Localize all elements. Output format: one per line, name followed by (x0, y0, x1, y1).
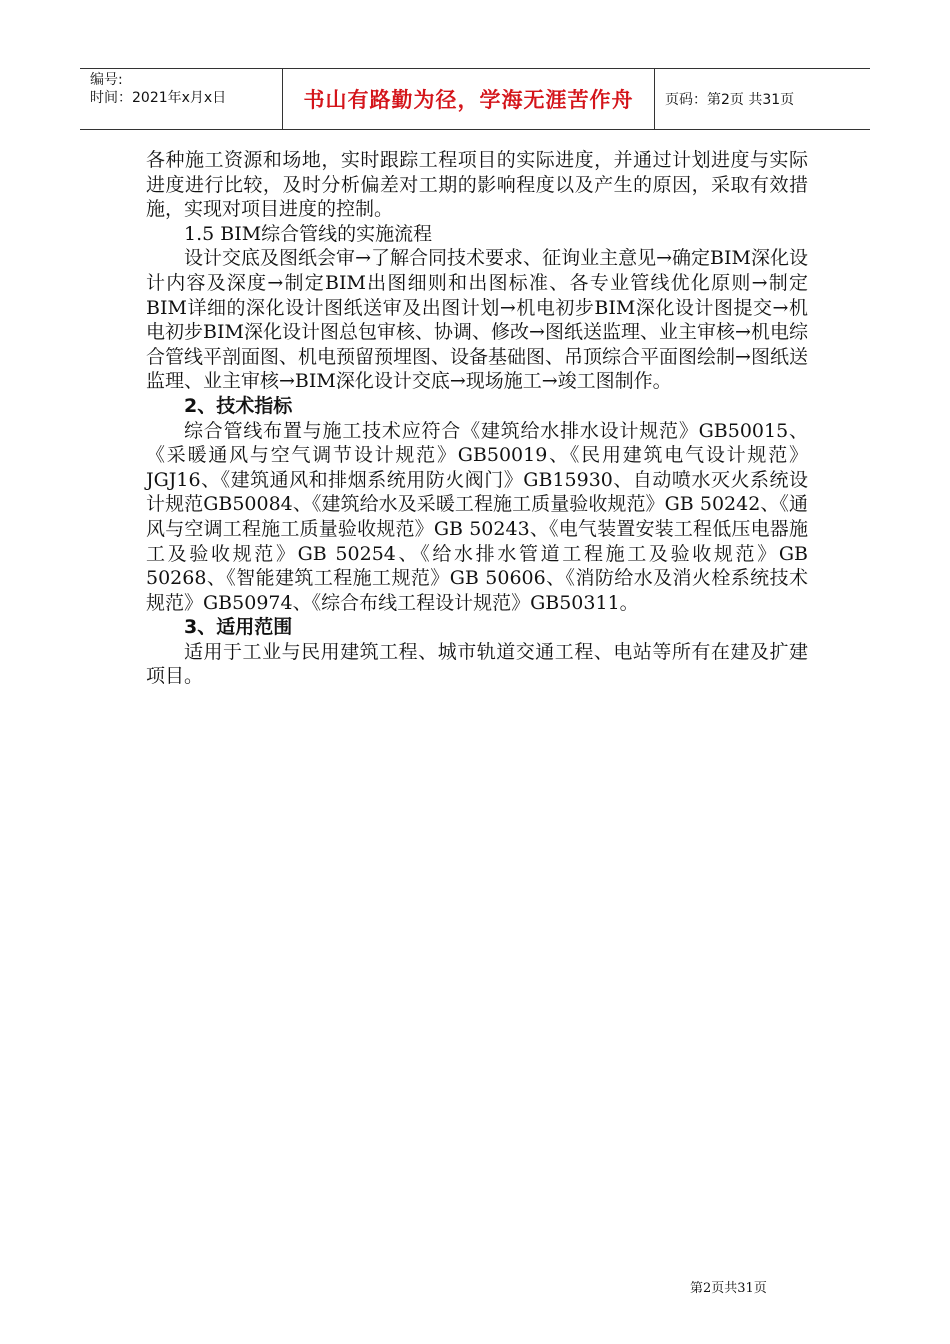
page-footer: 第2页共31页 (690, 1281, 767, 1296)
document-number: 编号: (90, 72, 123, 88)
heading-scope: 3、适用范围 (184, 616, 293, 639)
header-page-number: 页码：第2页 共31页 (665, 92, 795, 108)
document-date: 时间：2021年x月x日 (90, 90, 227, 106)
page-header (80, 68, 870, 130)
document-body (146, 148, 808, 689)
header-meta (80, 69, 282, 129)
heading-technical-indicators: 2、技术指标 (184, 394, 293, 417)
paragraph-bim-process: 设计交底及图纸会审→了解合同技术要求、征询业主意见→确定BIM深化设计内容及深度→制定BIM出图细则和出图标准、各专业管线优化原则→制定BIM详细的深化设计图纸送审及出图计划→机电初步BIM深化设计图提交→机电初步BIM深化设计图总包审核、协调、修改→图纸送监理、业主审核→机电综合管线平剖面图、机电预留预埋图、设备基础图、吊顶综合平面图绘制→图纸送监理、业主审核→BIM深化设计交底→现场施工→竣工图制作。 (146, 247, 808, 393)
heading-bim-process: 1.5 BIM综合管线的实施流程 (184, 222, 433, 245)
header-motto: 书山有路勤为径，学海无涯苦作舟 (282, 69, 655, 129)
paragraph-progress-control: 各种施工资源和场地，实时跟踪工程项目的实际进度，并通过计划进度与实际进度进行比较，及时分析偏差对工期的影响程度以及产生的原因，采取有效措施，实现对项目进度的控制。 (146, 149, 808, 221)
paragraph-technical-indicators: 综合管线布置与施工技术应符合《建筑给水排水设计规范》GB50015、《采暖通风与空气调节设计规范》GB50019、《民用建筑电气设计规范》 JGJ16、《建筑通风和排烟系统用防火阀门》GB15930、自动喷水灭火系统设计规范GB50084、《建筑给水及采暖工程施工质量验收规范》GB 50242、《通风与空调工程施工质量验收规范》GB 50243、《电气装置安装工程低压电器施工及验收规范》GB 50254、《给水排水管道工程施工及验收规范》GB 50268、《智能建筑工程施工规范》GB 50606、《消防给水及消火栓系统技术规范》GB50974、《综合布线工程设计规范》GB50311。 (146, 419, 808, 614)
paragraph-scope: 适用于工业与民用建筑工程、城市轨道交通工程、电站等所有在建及扩建项目。 (146, 640, 808, 688)
